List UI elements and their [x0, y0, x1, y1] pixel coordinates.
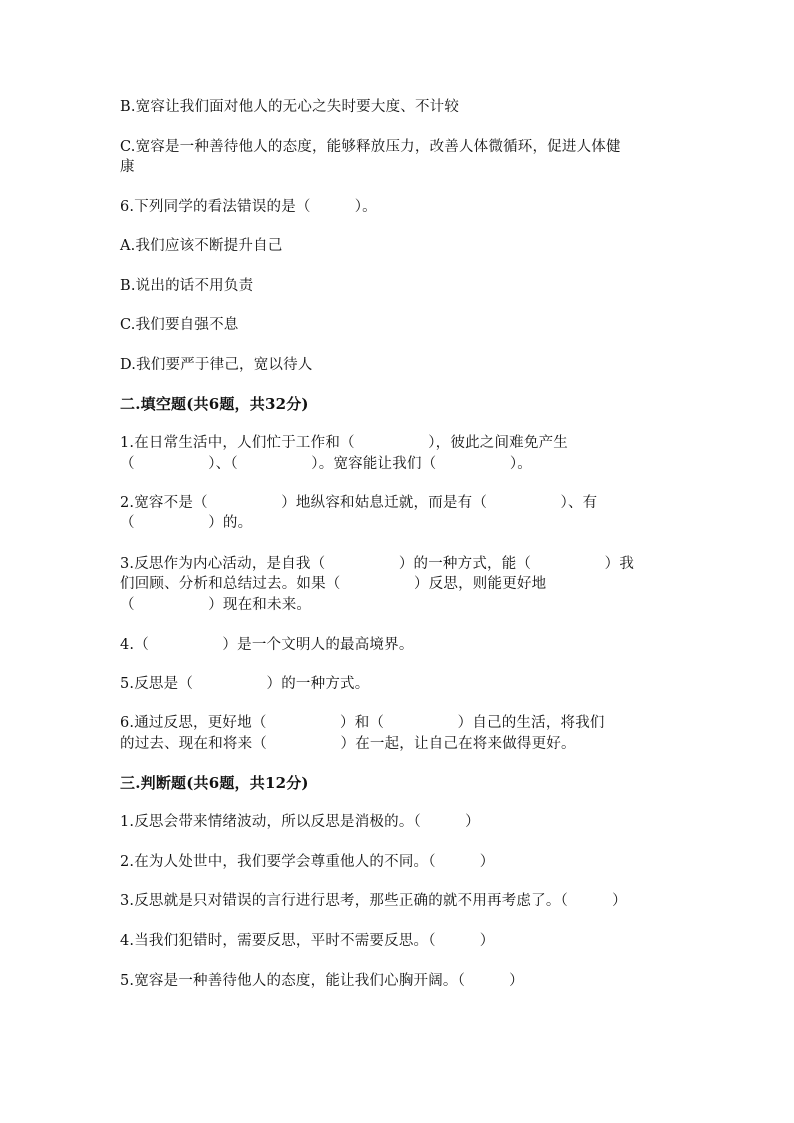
fill-q3-line3: （ ）现在和未来。 — [120, 597, 312, 613]
judge-q1: 1.反思会带来情绪波动，所以反思是消极的。（ ） — [120, 814, 480, 830]
q5-option-b: B.宽容让我们面对他人的无心之失时要大度、不计较 — [120, 99, 460, 115]
judge-q3: 3.反思就是只对错误的言行进行思考，那些正确的就不用再考虑了。（ ） — [120, 893, 627, 909]
fill-q2-line2: （ ）的。 — [120, 515, 253, 531]
q6-option-b: B.说出的话不用负责 — [120, 278, 254, 294]
fill-q4: 4.（ ）是一个文明人的最高境界。 — [120, 637, 414, 653]
section3-title: 三.判断题(共6题，共12分) — [120, 774, 309, 792]
fill-q3-line2: 们回顾、分析和总结过去。如果（ ）反思，则能更好地 — [120, 576, 547, 592]
q6-stem: 6.下列同学的看法错误的是（ ）。 — [120, 199, 377, 215]
fill-q5: 5.反思是（ ）的一种方式。 — [120, 676, 370, 692]
fill-q2-line1: 2.宽容不是（ ）地纵容和姑息迁就，而是有（ ）、有 — [120, 495, 598, 511]
q5-option-c-line2: 康 — [120, 159, 135, 175]
fill-q6-line2: 的过去、现在和将来（ ）在一起，让自己在将来做得更好。 — [120, 736, 576, 752]
fill-q3-line1: 3.反思作为内心活动，是自我（ ）的一种方式，能（ ）我 — [120, 556, 635, 572]
fill-q1-line2: （ ）、（ ）。宽容能让我们（ ）。 — [120, 456, 532, 472]
fill-q1-line1: 1.在日常生活中，人们忙于工作和（ ），彼此之间难免产生 — [120, 435, 568, 451]
q6-option-c: C.我们要自强不息 — [120, 317, 239, 333]
q6-option-d: D.我们要严于律己，宽以待人 — [120, 357, 313, 373]
q6-option-a: A.我们应该不断提升自己 — [120, 238, 283, 254]
section2-title: 二.填空题(共6题，共32分) — [120, 395, 309, 413]
judge-q4: 4.当我们犯错时，需要反思，平时不需要反思。（ ） — [120, 933, 495, 949]
fill-q6-line1: 6.通过反思，更好地（ ）和（ ）自己的生活，将我们 — [120, 715, 605, 731]
judge-q5: 5.宽容是一种善待他人的态度，能让我们心胸开阔。（ ） — [120, 973, 524, 989]
judge-q2: 2.在为人处世中，我们要学会尊重他人的不同。（ ） — [120, 854, 495, 870]
q5-option-c-line1: C.宽容是一种善待他人的态度，能够释放压力，改善人体微循环，促进人体健 — [120, 139, 621, 155]
